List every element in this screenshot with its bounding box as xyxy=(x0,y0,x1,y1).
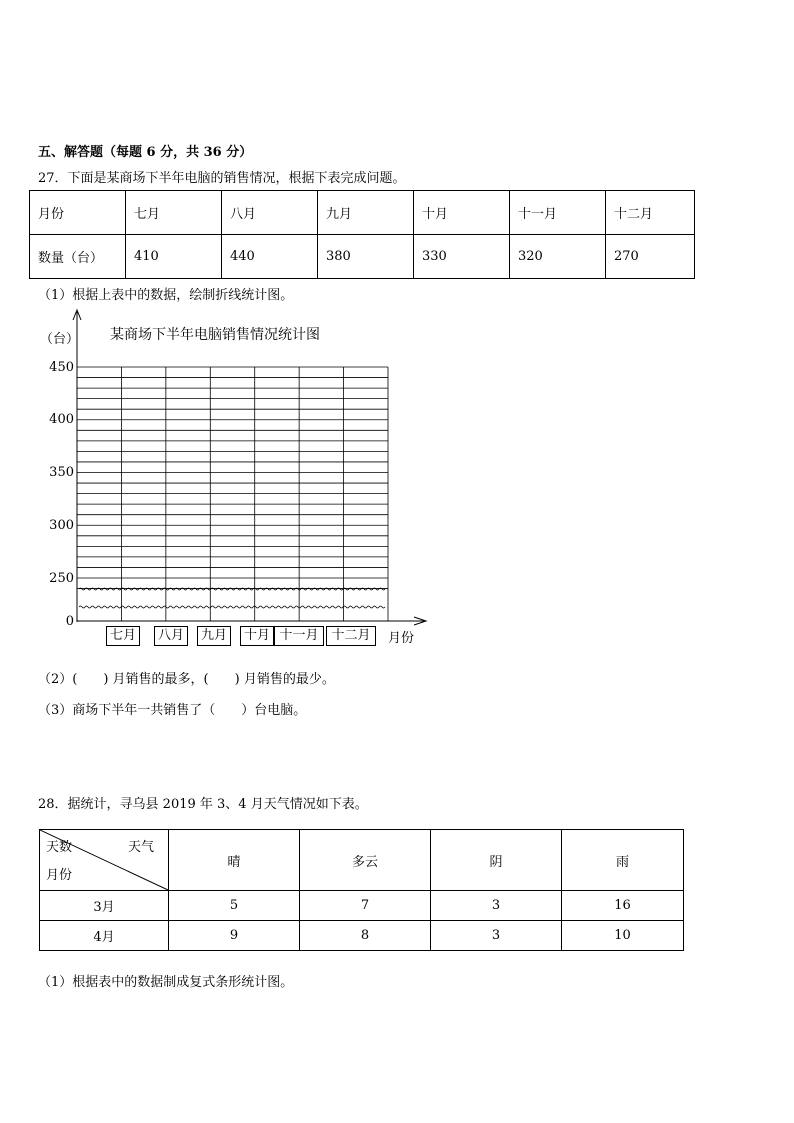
table-cell: 八月 xyxy=(222,191,318,235)
x-tick-label: 八月 xyxy=(154,626,188,646)
y-tick-labels xyxy=(49,360,74,629)
table-cell: 380 xyxy=(318,235,414,279)
table-cell: 十一月 xyxy=(510,191,606,235)
x-tick-label: 十二月 xyxy=(326,626,376,646)
table-cell: 16 xyxy=(562,891,684,921)
y-tick-label: 450 xyxy=(49,360,74,375)
y-tick-label: 350 xyxy=(49,465,74,480)
table-cell: 七月 xyxy=(126,191,222,235)
weather-table xyxy=(39,829,684,951)
table-row xyxy=(40,891,684,921)
section-title: 五、解答题（每题 6 分，共 36 分） xyxy=(38,145,253,160)
table-cell: 十二月 xyxy=(606,191,695,235)
y-axis-unit: （台） xyxy=(40,332,80,347)
table-row xyxy=(30,235,695,279)
y-tick-label: 400 xyxy=(49,412,74,427)
table-cell: 330 xyxy=(414,235,510,279)
x-tick-label: 九月 xyxy=(197,626,231,646)
table-cell: 4月 xyxy=(40,921,169,951)
table-cell: 数量（台） xyxy=(30,235,126,279)
table-cell: 440 xyxy=(222,235,318,279)
chart-title: 某商场下半年电脑销售情况统计图 xyxy=(110,327,320,343)
table-cell: 月份 xyxy=(30,191,126,235)
table-cell: 5 xyxy=(169,891,300,921)
x-tick-label: 十一月 xyxy=(274,626,324,646)
table-cell: 3 xyxy=(431,891,562,921)
table-cell: 10 xyxy=(562,921,684,951)
sales-table xyxy=(29,190,695,279)
table-cell: 7 xyxy=(300,891,431,921)
corner-bottom-left: 月份 xyxy=(46,868,73,883)
table-cell: 阴 xyxy=(431,830,562,891)
table-cell: 3 xyxy=(431,921,562,951)
corner-top-left: 天数 xyxy=(46,840,73,855)
q27-sub2: （2）( ) 月销售的最多，( ) 月销售的最少。 xyxy=(38,672,335,687)
table-cell: 410 xyxy=(126,235,222,279)
table-cell: 9 xyxy=(169,921,300,951)
table-cell: 3月 xyxy=(40,891,169,921)
chart-grid xyxy=(77,367,388,621)
corner-top-right: 天气 xyxy=(128,840,155,855)
y-tick-label: 300 xyxy=(49,518,74,533)
table-cell: 十月 xyxy=(414,191,510,235)
q28-sub1: （1）根据表中的数据制成复式条形统计图。 xyxy=(38,975,294,990)
axis-break-marks xyxy=(79,588,385,608)
table-row xyxy=(30,191,695,235)
table-cell: 320 xyxy=(510,235,606,279)
table-cell: 九月 xyxy=(318,191,414,235)
y-tick-label: 250 xyxy=(49,571,74,586)
x-tick-label: 七月 xyxy=(106,626,140,646)
x-axis-label: 月份 xyxy=(388,631,415,646)
table-row xyxy=(40,830,684,891)
q27-sub1: （1）根据上表中的数据，绘制折线统计图。 xyxy=(38,288,294,303)
table-row xyxy=(40,921,684,951)
table-cell: 多云 xyxy=(300,830,431,891)
y-tick-label: 0 xyxy=(65,614,74,629)
q28-stem: 28．据统计，寻乌县 2019 年 3、4 月天气情况如下表。 xyxy=(38,797,368,812)
line-chart xyxy=(0,300,460,630)
table-cell: 雨 xyxy=(562,830,684,891)
x-tick-label: 十月 xyxy=(240,626,274,646)
table-cell: 270 xyxy=(606,235,695,279)
q27-sub3: （3）商场下半年一共销售了（ ）台电脑。 xyxy=(38,703,307,718)
table-cell: 8 xyxy=(300,921,431,951)
q27-stem: 27．下面是某商场下半年电脑的销售情况，根据下表完成问题。 xyxy=(38,171,406,186)
corner-header-cell xyxy=(40,830,169,891)
break-wave xyxy=(79,606,385,608)
table-cell: 晴 xyxy=(169,830,300,891)
